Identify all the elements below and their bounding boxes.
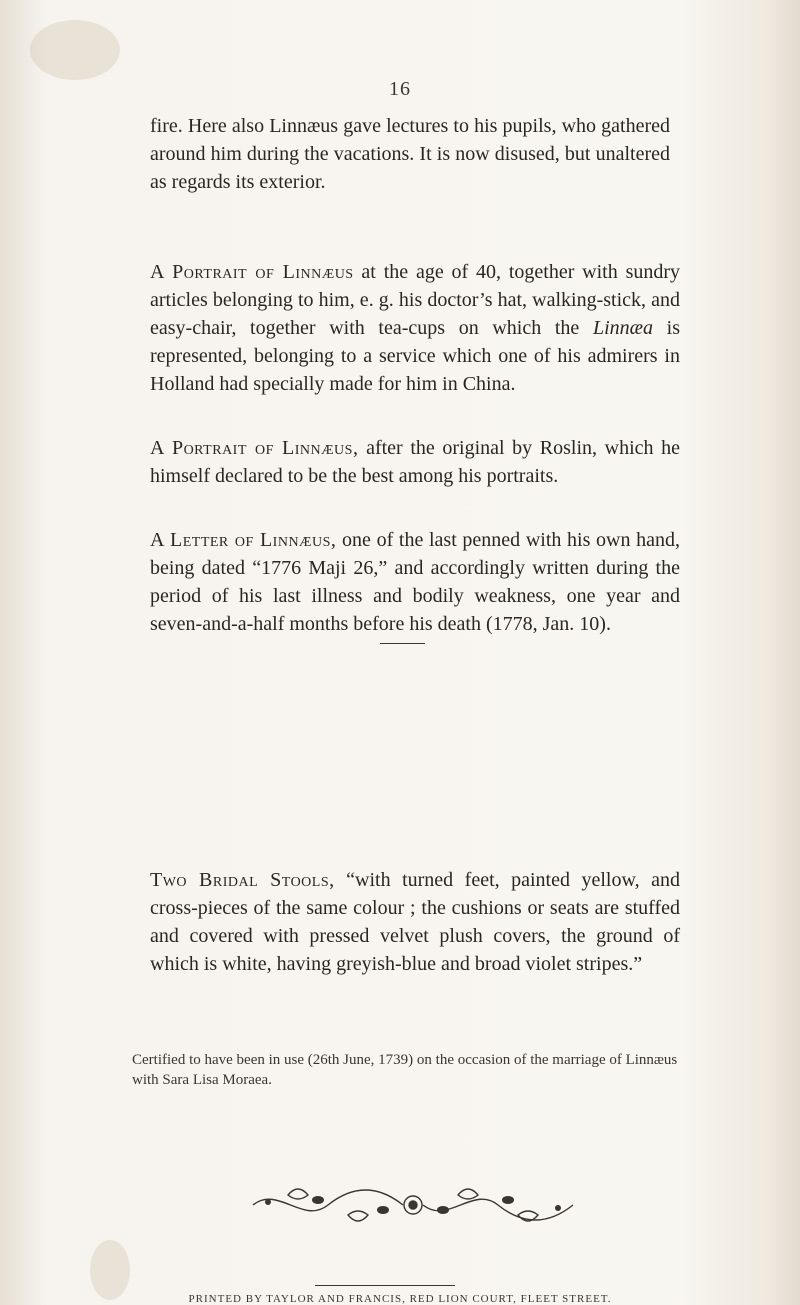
entry-letter (150, 526, 680, 638)
entry-text: after the original by Roslin, which he himself declared to be the best among his portraits. (150, 437, 681, 487)
intro-line: fire. Here also Linnæus gave lectures to his pupils, (150, 115, 557, 137)
entry-portrait-age-40 (150, 258, 680, 398)
footnote: Certified to have been in use (26th June, 1739) on the occasion of the marriage of Linnæus with Sara Lisa Moraea. (132, 1052, 678, 1088)
entry-text: at the age of 40, together with sundry articles belonging to him, e. g. his doctor’s hat, walking-stick, and easy-chair, together with tea-cups on which the (150, 261, 681, 339)
entry-heading: Two Bridal Stools, (150, 869, 335, 891)
entry-italic: Linnæa (592, 317, 653, 339)
section-rule (380, 643, 425, 644)
page-number: 16 (389, 78, 411, 100)
entry-bridal-stools (150, 866, 680, 978)
intro-line: is now disused, but unaltered as regards its exterior. (150, 143, 671, 193)
footer-rule (315, 1285, 455, 1286)
entry-text: “with turned feet, painted yellow, and cross-pieces of the same colour ; the cushions or seats are stuffed and covered with pressed velvet plush covers, the ground of which is white, having greyish-blue and broad violet stripes.” (150, 869, 680, 975)
entry-heading: A Letter of Linnæus, (150, 529, 337, 551)
entry-text: is represented, belonging to a service which one of his admirers in Holland had specially made for him in China. (150, 317, 680, 395)
intro-paragraph (150, 112, 670, 196)
paper-stain (30, 20, 120, 80)
entry-heading: A Portrait of Linnæus (150, 261, 354, 283)
paper-stain (90, 1240, 130, 1300)
intro-line: who gathered around him during the vacations. It (150, 115, 670, 165)
entry-heading: A Portrait of Linnæus, (150, 437, 359, 459)
entry-text: one of the last penned with his own hand, being dated “1776 Maji 26,” and accordingly written during the period of his last illness and bodily weakness, one year and seven-and-a-half months before his death (1778, Jan. 10). (150, 529, 680, 635)
floral-ornament-icon (248, 1180, 578, 1230)
entry-portrait-roslin (150, 434, 680, 490)
printer-imprint: PRINTED BY TAYLOR AND FRANCIS, RED LION COURT, FLEET STREET. (188, 1293, 612, 1305)
